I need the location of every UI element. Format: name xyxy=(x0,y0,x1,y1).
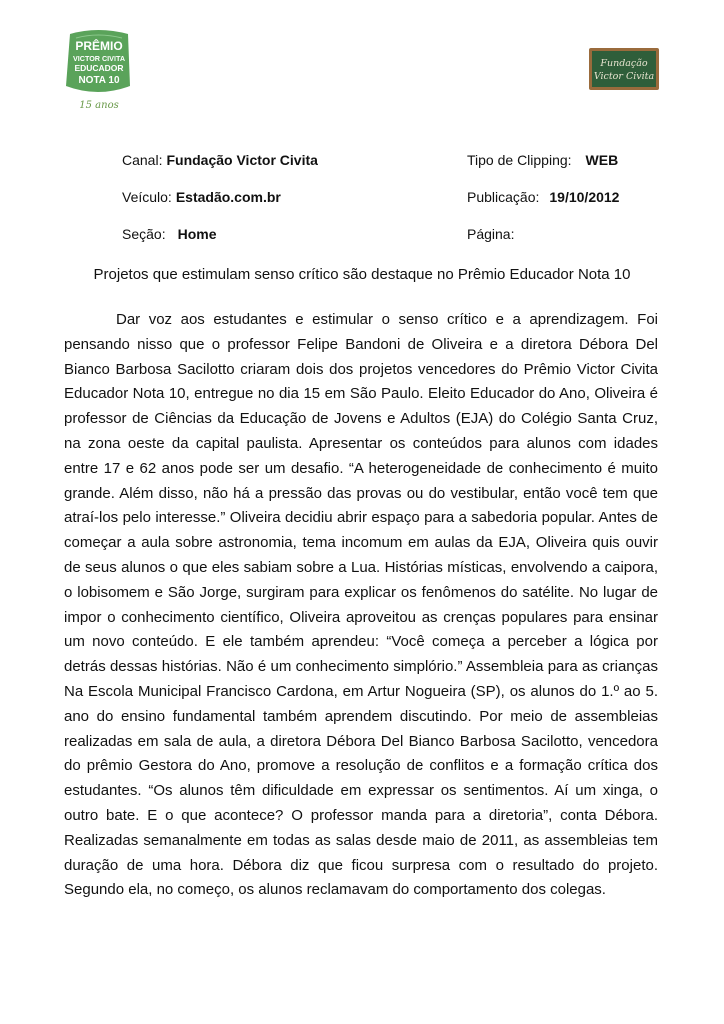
canal-label: Canal: xyxy=(122,152,163,168)
publicacao-label: Publicação: xyxy=(467,189,540,205)
pagina-label: Página: xyxy=(467,226,515,242)
premio-logo-line4: NOTA 10 xyxy=(78,75,120,86)
meta-pagina xyxy=(467,226,518,242)
meta-veiculo xyxy=(122,189,281,205)
veiculo-value: Estadão.com.br xyxy=(175,189,281,205)
tipo-value: WEB xyxy=(585,152,619,168)
premio-logo xyxy=(62,28,134,116)
secao-value: Home xyxy=(177,226,217,242)
article-headline: Projetos que estimulam senso crítico são destaque no Prêmio Educador Nota 10 xyxy=(93,266,631,283)
premio-logo-line2: VICTOR CIVITA xyxy=(72,54,126,63)
canal-value: Fundação Victor Civita xyxy=(166,152,318,168)
premio-logo-anniversary: 15 anos xyxy=(79,100,119,111)
article-body: Dar voz aos estudantes e estimular o senso crítico e a aprendizagem. Foi pensando nisso que o professor Felipe Bandoni de Oliveira e a diretora Débora Del Bianco Barbosa Sacilotto criaram dois dos projetos vencedores do Prêmio Victor Civita Educador Nota 10, entregue no dia 15 em São Paulo. Eleito Educador do Ano, Oliveira é professor de Ciências da Educação de Jovens e Adultos (EJA) do Colégio Santa Cruz, na zona oeste da capital paulista. Apresentar os conteúdos para alunos com idades entre 17 e 62 anos pode ser um desafio. “A heterogeneidade de conhecimento é muito grande. Além disso, não há a pressão das provas ou do vestibular, então você tem que atraí-los pelo interesse.” Oliveira decidiu abrir espaço para a sabedoria popular. Antes de começar a aula sobre astronomia, tema incomum em aulas da EJA, Oliveira quis ouvir de seus alunos o que eles sabiam sobre a Lua. Histórias místicas, envolvendo a caipora, o lobisomem e São Jorge, surgiram para explicar os fenômenos do satélite. No lugar de impor o conhecimento científico, Oliveira aproveitou as crenças populares para ensinar um novo conteúdo. E ele também aprendeu: “Você começa a perceber a lógica por detrás dessas histórias. Não é um conhecimento simplório.” Assembleia para as crianças Na Escola Municipal Francisco Cardona, em Artur Nogueira (SP), os alunos do 1.º ao 5. ano do ensino fundamental também aprendem discutindo. Por meio de assembleias realizadas em sala de aula, a diretora Débora Del Bianco Barbosa Sacilotto, vencedora do prêmio Gestora do Ano, promove a resolução de conflitos e a formação crítica dos estudantes. “Os alunos têm dificuldade em expressar os sentimentos. Aí um xinga, o outro bate. E o que acontece? O professor manda para a diretoria”, conta Débora. Realizadas semanalmente em todas as salas desde maio de 2011, as assembleias tem duração de uma hora. Débora diz que ficou surpresa com o resultado do projeto. Segundo ela, no começo, os alunos reclamavam do comportamento dos colegas. xyxy=(64,311,658,899)
secao-label: Seção: xyxy=(122,226,166,242)
premio-logo-line3: EDUCADOR xyxy=(74,63,124,73)
publicacao-value: 19/10/2012 xyxy=(549,189,620,205)
veiculo-label: Veículo: xyxy=(122,189,172,205)
meta-secao xyxy=(122,226,217,242)
fvc-logo xyxy=(589,48,659,90)
meta-canal xyxy=(122,152,318,168)
fvc-logo-line1: Fundação xyxy=(600,58,648,69)
meta-tipo xyxy=(467,152,618,168)
tipo-label: Tipo de Clipping: xyxy=(467,152,572,168)
meta-publicacao xyxy=(467,189,619,205)
fvc-logo-line2: Victor Civita xyxy=(593,71,655,82)
premio-logo-line1: PRÊMIO xyxy=(75,39,123,53)
